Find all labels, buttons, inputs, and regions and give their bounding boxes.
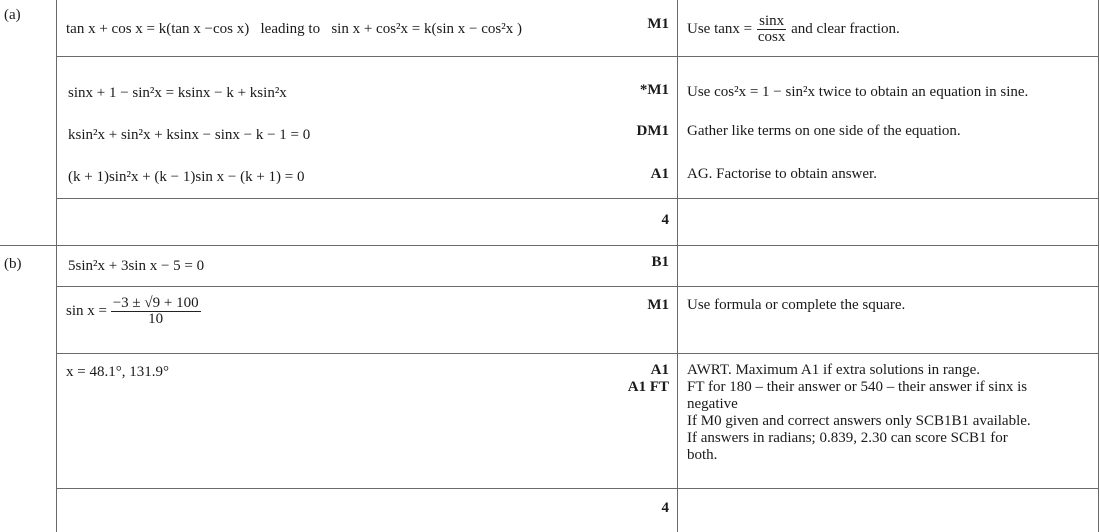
tan-fraction [756, 14, 788, 45]
row-divider [56, 286, 1099, 287]
a-mark-2: *M1 [639, 82, 669, 98]
b-g3-line: negative [687, 396, 738, 412]
a-working-line-4: (k + 1)sin²x + (k − 1)sin x − (k + 1) = 0 [68, 169, 305, 185]
part-label-a: (a) [4, 7, 21, 23]
b-mark-2: M1 [647, 297, 669, 313]
b-total-marks: 4 [661, 500, 669, 516]
b-working-line-2 [66, 296, 201, 327]
b-guidance-3 [687, 362, 1092, 464]
b-g3-line: If M0 given and correct answers only SCB1B1 available. [687, 413, 1031, 429]
a-g1-suffix: and clear fraction. [791, 20, 900, 37]
a-line1-left: tan x + cos x = k(tan x −cos x) [66, 21, 250, 37]
column-divider-2 [677, 0, 678, 532]
b-g3-line: If answers in radians; 0.839, 2.30 can score SCB1 for [687, 430, 1008, 446]
tan-fraction-numerator: sinx [759, 13, 785, 29]
quadratic-formula-fraction [111, 296, 201, 327]
a-guidance-2: Use cos²x = 1 − sin²x twice to obtain an equation in sine. [687, 84, 1029, 100]
quadratic-numerator: −3 ± √9 + 100 [112, 295, 199, 311]
b-mark-3: A1 [650, 362, 669, 378]
row-divider [56, 56, 1099, 57]
b-working-line-1: 5sin²x + 3sin x − 5 = 0 [68, 258, 205, 274]
column-divider-1 [56, 0, 57, 532]
a-mark-3: DM1 [636, 123, 669, 139]
a-line1-middle: leading to [260, 21, 321, 37]
tan-fraction-denominator: cosx [757, 29, 786, 45]
a-working-line-1 [66, 20, 522, 38]
column-divider-3 [1098, 0, 1099, 532]
a-mark-1: M1 [647, 16, 669, 32]
b-g3-line: both. [687, 447, 718, 463]
row-divider [56, 198, 1099, 199]
a-g1-prefix: Use tanx = [687, 20, 753, 37]
b-guidance-2: Use formula or complete the square. [687, 297, 906, 313]
a-guidance-3: Gather like terms on one side of the equation. [687, 123, 961, 139]
part-label-b: (b) [4, 256, 22, 272]
row-divider [56, 488, 1099, 489]
b-mark-4: A1 FT [627, 379, 669, 395]
a-working-line-2: sinx + 1 − sin²x = ksinx − k + ksin²x [68, 85, 287, 101]
a-guidance-4: AG. Factorise to obtain answer. [687, 166, 877, 182]
quadratic-denominator: 10 [148, 311, 164, 327]
b-line2-lhs: sin x = [66, 302, 107, 319]
a-total-marks: 4 [661, 212, 669, 228]
b-g3-line: AWRT. Maximum A1 if extra solutions in range. [687, 362, 980, 378]
b-working-line-3: x = 48.1°, 131.9° [66, 364, 169, 380]
a-guidance-1 [687, 14, 900, 45]
b-mark-1: B1 [651, 254, 669, 270]
b-g3-line: FT for 180 – their answer or 540 – their answer if sinx is [687, 379, 1028, 395]
a-mark-4: A1 [650, 166, 669, 182]
row-divider [56, 353, 1099, 354]
a-working-line-3: ksin²x + sin²x + ksinx − sinx − k − 1 = 0 [68, 127, 311, 143]
a-line1-right: sin x + cos²x = k(sin x − cos²x ) [331, 21, 522, 37]
row-divider [0, 245, 1099, 246]
